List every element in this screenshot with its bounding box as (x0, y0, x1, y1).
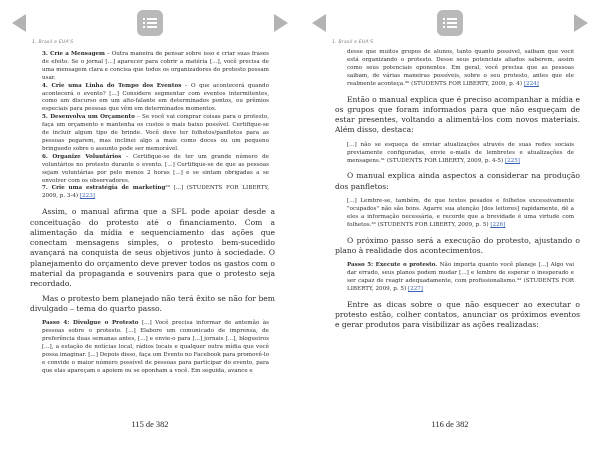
page-number: 116 de 382 (431, 420, 469, 429)
quote-item: 7. Crie uma estratégia de marketing²⁹ [...] (STUDENTS FOR LIBERTY, 2009, p. 3-4) [223] (42, 185, 269, 200)
footnote-link[interactable]: [225] (504, 157, 520, 164)
page-content (30, 51, 275, 421)
quote-block: Passo 4: Divulgue o Protesto [...] Você precisa informar de antemão às pessoas sobre o protesto. [...] Elabore um comunicado de imprensa, de preferência duas semanas antes, [...] e envie-o para [...] jornais [...], blogueiros [...], a estação de notícias local, rádios locais e qualquer outra mídia que você possa imaginar. [...] Depois disso, faça um Evento no Facebook para promovê-lo e convide o maior número possível de pessoas para participar do evento, para que elas apareçam e apoiem ou se oponham a você. Em seguida, avance e (42, 320, 270, 374)
nav-bar (300, 8, 600, 38)
quote-block: [...] Lembre-se, também, de que textos pesados e folhetos excessivamente "ocupados" não são bons. Agarre sua atenção [dos leitores] rapidamente, dê a eles a informação necessária, e recorde que a brevidade é uma virtude com folhetos.³² (STUDENTS FOR LIBERTY, 2009, p. 5) [226] (347, 198, 574, 228)
next-page-icon[interactable] (274, 14, 288, 32)
quote-item: 5. Desenvolva um Orçamento – Se você vai comprar coisas para o protesto, faça um orçamento e mantenha os custos o mais baixo possível. Certifique-se de incluir algum tipo de brinde. Você deve ter folhetos/panfletos para as pessoas pegarem, mas inclinei algo a mais como doces ou um pequeno bringuedo sobre o assunto pode ser memorável. (42, 114, 270, 152)
previous-page-icon[interactable] (312, 14, 326, 32)
quote-block: Passo 5: Execute o protesto. Não importa quanto você planeje [...] Algo vai dar errado, seus planos podem mudar [...] e lembre de esperar o inesperado e ser capaz de reagir adequadamente, com profissionalismo.³³ (STUDENTS FOR LIBERTY, 2009, p. 5) [227] (347, 262, 574, 292)
page-content (335, 49, 580, 419)
body-paragraph: Assim, o manual afirma que a SFL pode apoiar desde a conceituação do protesto até o financiamento. Com a alimentação da mídia e sequenciamento das ações que conectam mensagens simples, o protesto bem-sucedido avançará na conquista de seus objetivos junto à sociedade. O planejamento do orçamento deve prever todos os gastos com o material da propaganda e souvenirs para que o protesto seja recordado. (30, 207, 275, 289)
body-paragraph: O manual explica ainda aspectos a considerar na produção dos panfletos: (335, 171, 580, 191)
body-paragraph: Então o manual explica que é preciso acompanhar a mídia e os grupos que foram informados para que não esqueçam de estar presentes, voltando a alimentá-los com novos materiais. Além disso, destaca: (335, 94, 580, 135)
quote-block: desse que muitos grupos de alunos, tanto quanto possível, saibam que você está organizando o protesto. Desse seus potenciais aliados saberem, assim como seus potenciais oponentes. Em geral, você precisa que as pessoas saibam, de várias maneiras possíveis, sobre o seu protesto, antes que ele realmente aconteça.³⁰ (STUDENTS FOR LIBERTY, 2009, p. 4) [224] (347, 49, 574, 87)
footnote-link[interactable]: [227] (407, 285, 423, 292)
quote-item: 3. Crie a Mensagem – Outra maneira de pensar sobre isso é criar suas frases de efeito. Se o jornal [...] aparecer para cobrir a matéria [...], você precisa de uma mensagem clara e concisa que todos os organizadores do protesto possam usar. (42, 51, 269, 81)
running-head: 1. Brasil e EUA'S (32, 40, 74, 45)
body-paragraph: Entre as dicas sobre o que não esquecer ao executar o protesto estão, colher contatos, anunciar os próximos eventos e gerar produtos para visibilizar as ações realizadas: (335, 299, 580, 330)
quote-item: 4. Crie uma Linha do Tempo dos Eventos – O que acontecerá quando acontecerá o evento? [...] Considere segmentar com eventos intermitentes, como um discurso em um alto-falante em determinados pontos, ou prêmios especiais para pessoas que vêm em determinados momentos. (42, 82, 269, 113)
previous-page-icon[interactable] (12, 14, 26, 32)
body-paragraph: O próximo passo será a execução do protesto, ajustando o plano à realidade dos acontecimentos. (335, 235, 580, 255)
quote-item: 6. Organize Voluntários – Certifique-se de ter um grande número de voluntários no protesto durante o evento. [...] Certifique-se de que as pessoas sejam voluntárias por pelo menos 2 horas [...] e se sintam obrigadas a se envolver com os observadores. (42, 153, 269, 184)
footnote-link[interactable]: [223] (79, 193, 95, 200)
next-page-icon[interactable] (574, 14, 588, 32)
right-page (300, 0, 600, 450)
menu-icon[interactable] (137, 10, 163, 36)
body-paragraph: Mas o protesto bem planejado não terá êxito se não for bem divulgado – tema do quarto passo. (30, 293, 275, 313)
footnote-link[interactable]: [226] (490, 221, 506, 228)
page-number: 115 de 382 (131, 420, 169, 429)
menu-icon[interactable] (437, 10, 463, 36)
quote-block: [...] não se esqueça de enviar atualizações através de suas redes sociais previamente configuradas, envie e-mails de lembretes e atualizações de mensagens.³¹ (STUDENTS FOR LIBERTY, 2009, p. 4-5) [225] (347, 141, 574, 164)
nav-bar (0, 8, 300, 38)
footnote-link[interactable]: [224] (523, 80, 539, 87)
running-head: 1. Brasil e EUA'S (332, 40, 374, 45)
